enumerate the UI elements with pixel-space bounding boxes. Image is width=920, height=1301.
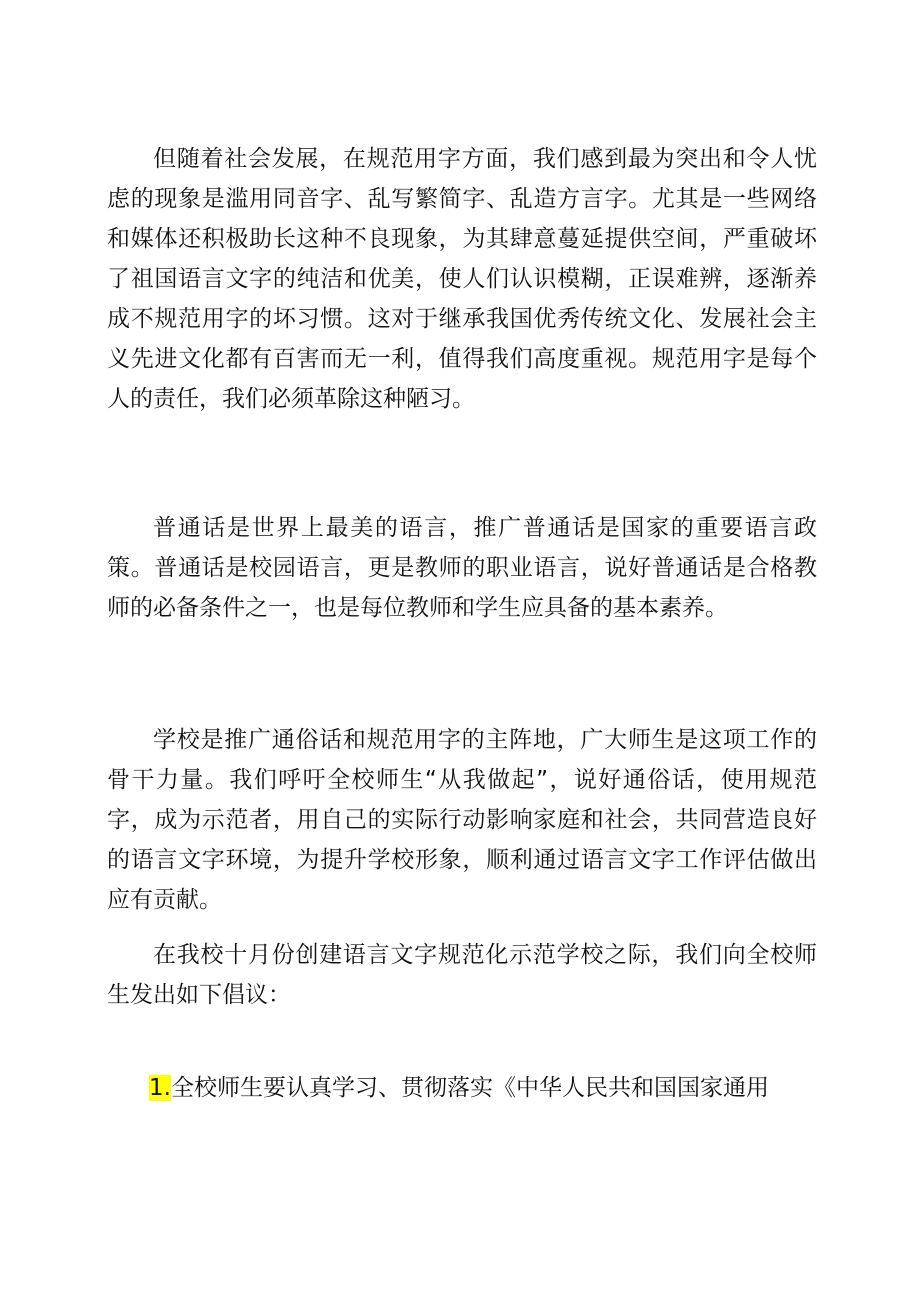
paragraph-2: 普通话是世界上最美的语言，推广普通话是国家的重要语言政策。普通话是校园语言，更是教师的职业语言，说好普通话是合格教师的必备条件之一，也是每位教师和学生应具备的基本素养。 — [107, 515, 817, 621]
paragraph-3: 学校是推广通俗话和规范用字的主阵地，广大师生是这项工作的骨干力量。我们呼吁全校师生“从我做起”，说好通俗话，使用规范字，成为示范者，用自己的实际行动影响家庭和社会，共同营造良好的语言文字环境，为提升学校形象，顺利通过语言文字工作评估做出应有贡献。 — [107, 727, 817, 913]
highlighted-list-number: 1. — [149, 1075, 171, 1101]
list-item-1-text: 全校师生要认真学习、贯彻落实《中华人民共和国国家通用 — [170, 1075, 769, 1101]
paragraph-1: 但随着社会发展，在规范用字方面，我们感到最为突出和令人忧虑的现象是滥用同音字、乱写繁简字、乱造方言字。尤其是一些网络和媒体还积极助长这种不良现象，为其肆意蔓延提供空间，严重破坏了祖国语言文字的纯洁和优美，使人们认识模糊，正误难辨，逐渐养成不规范用字的坏习惯。这对于继承我国优秀传统文化、发展社会主义先进文化都有百害而无一利，值得我们高度重视。规范用字是每个人的责任，我们必须革除这种陋习。 — [107, 146, 817, 412]
paragraph-4: 在我校十月份创建语言文字规范化示范学校之际，我们向全校师生发出如下倡议： — [107, 942, 817, 1008]
list-item-1 — [107, 1068, 817, 1108]
